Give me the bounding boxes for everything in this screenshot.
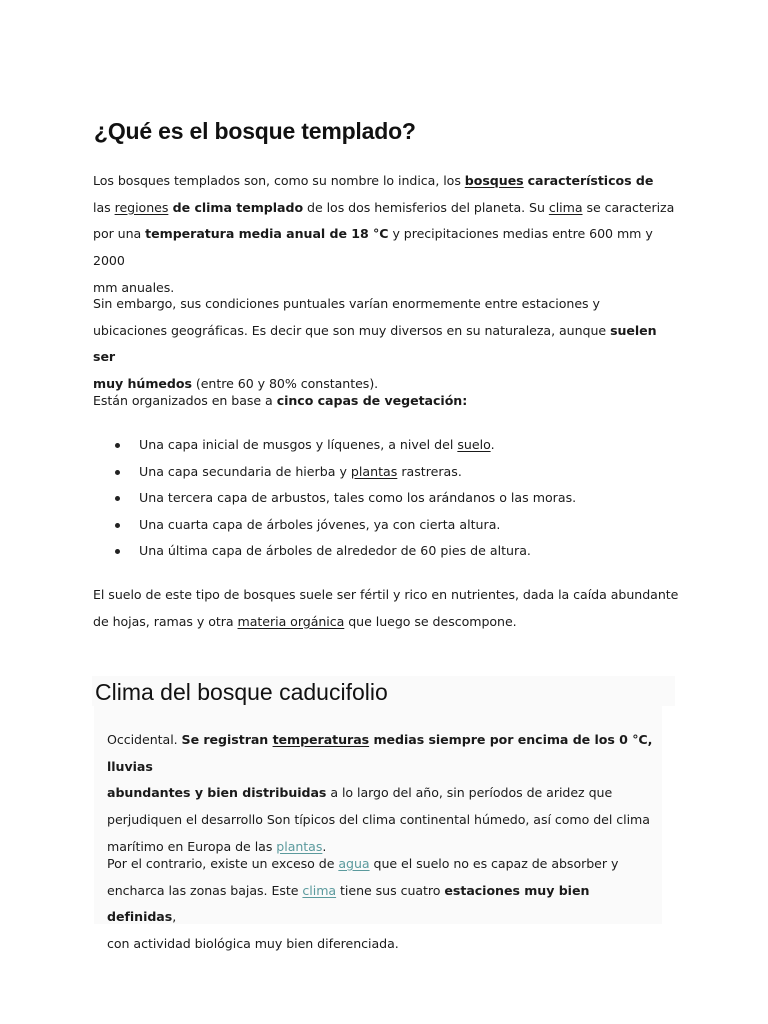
link-clima[interactable]: clima: [548, 199, 583, 215]
conditions-paragraph: [93, 291, 683, 398]
text-run: con actividad biológica muy bien diferenciada.: [107, 936, 399, 952]
text-run: a lo largo del año, sin períodos de aridez que: [326, 785, 613, 801]
text-run: que el suelo no es capaz de absorber y: [369, 856, 619, 871]
bullet-icon: [115, 496, 120, 501]
text-run: de los dos hemisferios del planeta. Su: [303, 199, 549, 215]
text-run: .: [322, 838, 327, 854]
text-run: Una tercera capa de arbustos, tales como los arándanos o las moras.: [139, 490, 577, 505]
text-run: y precipitaciones medias entre 600 mm y 2000: [93, 226, 653, 269]
text-run: El suelo de este tipo de bosques suele ser fértil y rico en nutrientes, dada la caída abundante: [93, 587, 679, 602]
text-run: de hojas, ramas y otra: [93, 613, 238, 629]
link-suelo[interactable]: suelo: [457, 437, 491, 452]
text-run: Una última capa de árboles de alrededor de 60 pies de altura.: [139, 543, 531, 558]
text-run: Se registran: [181, 732, 273, 747]
text-run: de clima templado: [168, 199, 304, 215]
text-run: Los bosques templados son, como su nombre lo indica, los: [93, 173, 465, 188]
text-run: marítimo en Europa de las: [107, 838, 277, 854]
page-title: ¿Qué es el bosque templado?: [94, 118, 416, 144]
text-run: suelen ser: [93, 322, 657, 365]
text-run: ,: [172, 909, 177, 925]
text-run: rastreras.: [397, 463, 462, 479]
bullet-icon: [115, 443, 120, 448]
link-plantas[interactable]: plantas: [350, 463, 398, 479]
layers-intro: [93, 388, 683, 415]
list-item: [93, 432, 693, 459]
bullet-icon: [115, 549, 120, 554]
text-run: cinco capas de vegetación:: [276, 393, 468, 408]
text-run: se caracteriza: [582, 199, 675, 215]
text-run: característicos de: [527, 173, 654, 188]
link-bosques[interactable]: bosques: [464, 173, 524, 188]
text-run: encharca las zonas bajas. Este: [107, 882, 303, 898]
text-run: que luego se descompone.: [344, 613, 517, 629]
text-run: Una capa inicial de musgos y líquenes, a nivel del: [139, 437, 458, 452]
text-run: Sin embargo, sus condiciones puntuales varían enormemente entre estaciones y: [93, 296, 600, 311]
link-temperaturas[interactable]: temperaturas: [272, 732, 370, 747]
text-run: mm anuales.: [93, 279, 175, 295]
bullet-icon: [115, 470, 120, 475]
link-agua[interactable]: agua: [338, 856, 370, 871]
water-paragraph: [107, 851, 657, 958]
text-run: tiene sus cuatro: [336, 882, 445, 898]
text-run: medias siempre por encima de los 0 °C, lluvias: [107, 732, 653, 774]
text-run: perjudiquen el desarrollo Son típicos del clima continental húmedo, así como del clima: [107, 812, 650, 828]
text-run: Una capa secundaria de hierba y: [139, 463, 351, 479]
text-run: las: [93, 199, 115, 215]
vegetation-layers-list: [93, 432, 693, 565]
text-run: por una: [93, 226, 146, 242]
link-plantas[interactable]: plantas: [276, 838, 323, 854]
text-run: muy húmedos: [93, 376, 192, 392]
list-item: [93, 485, 693, 512]
soil-paragraph: [93, 582, 683, 635]
climate-paragraph: [107, 727, 657, 861]
climate-panel: [94, 706, 662, 952]
link-materia-organica[interactable]: materia orgánica: [237, 613, 345, 629]
link-clima[interactable]: clima: [302, 882, 337, 898]
text-run: Están organizados en base a: [93, 393, 277, 408]
text-run: ubicaciones geográficas. Es decir que son muy diversos en su naturaleza, aunque: [93, 322, 611, 338]
bullet-icon: [115, 523, 120, 528]
list-item: [93, 512, 693, 539]
text-run: Por el contrario, existe un exceso de: [107, 856, 339, 871]
text-run: (entre 60 y 80% constantes).: [191, 376, 379, 392]
list-item: [93, 538, 693, 565]
text-run: .: [490, 437, 495, 452]
text-run: temperatura media anual de 18 °C: [145, 226, 389, 242]
text-run: Occidental.: [107, 732, 182, 747]
text-run: Una cuarta capa de árboles jóvenes, ya con cierta altura.: [139, 516, 501, 532]
text-run: estaciones muy bien definidas: [107, 882, 590, 925]
section-heading: Clima del bosque caducifolio: [95, 679, 388, 705]
link-regiones[interactable]: regiones: [114, 199, 169, 215]
intro-paragraph: [93, 168, 683, 302]
list-item: [93, 459, 693, 486]
text-run: abundantes y bien distribuidas: [107, 785, 327, 801]
